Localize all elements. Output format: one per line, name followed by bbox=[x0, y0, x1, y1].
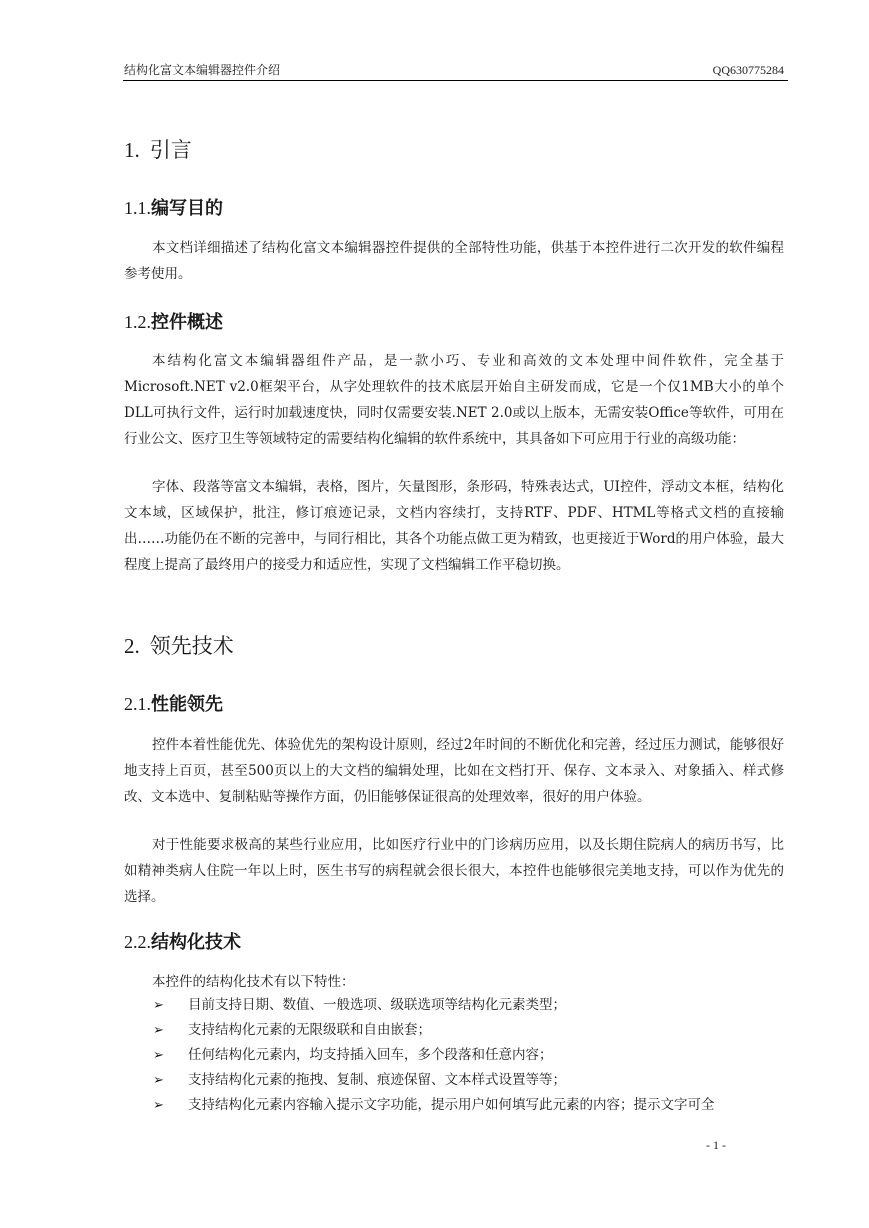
heading-number: 2.2. bbox=[124, 932, 151, 952]
heading-number: 2. bbox=[124, 634, 140, 658]
heading-text: 引言 bbox=[149, 138, 192, 162]
heading-number: 1. bbox=[124, 138, 140, 162]
heading-1-2 bbox=[124, 310, 223, 335]
heading-text: 结构化技术 bbox=[151, 932, 241, 953]
heading-2-2 bbox=[124, 930, 241, 955]
list-item: ➢ 支持结构化元素内容输入提示文字功能，提示用户如何填写此元素的内容；提示文字可全 bbox=[124, 1093, 784, 1118]
header-contact: QQ630775284 bbox=[712, 63, 784, 77]
heading-text: 领先技术 bbox=[149, 634, 234, 658]
arrow-bullet-icon: ➢ bbox=[153, 1073, 164, 1088]
page-number: - 1 - bbox=[706, 1138, 726, 1152]
header-title: 结构化富文本编辑器控件介绍 bbox=[124, 63, 281, 77]
heading-number: 1.2. bbox=[124, 312, 151, 332]
paragraph-structure-intro: 本控件的结构化技术有以下特性： bbox=[152, 974, 355, 990]
page-header bbox=[123, 62, 788, 81]
arrow-bullet-icon: ➢ bbox=[153, 998, 164, 1013]
paragraph-overview-1: 本结构化富文本编辑器组件产品，是一款小巧、专业和高效的文本处理中间件软件，完全基于Microsoft.NET v2.0框架平台，从字处理软件的技术底层开始自主研发而成，它是一个仅1MB大小的单个DLL可执行文件，运行时加载速度快，同时仅需要安装.NET 2.0或以上版本，无需安装Office等软件，可用在行业公文、医疗卫生等领域特定的需要结构化编辑的软件系统中，其具备如下可应用于行业的高级功能： bbox=[124, 353, 784, 447]
heading-2-tech bbox=[124, 633, 234, 659]
paragraph-performance-2: 对于性能要求极高的某些行业应用，比如医疗行业中的门诊病历应用，以及长期住院病人的病历书写，比如精神类病人住院一年以上时，医生书写的病程就会很长很大，本控件也能够很完美地支持，可以作为优先的选择。 bbox=[124, 837, 784, 905]
list-item: ➢ 任何结构化元素内，均支持插入回车，多个段落和任意内容； bbox=[124, 1043, 784, 1068]
paragraph-purpose: 本文档详细描述了结构化富文本编辑器控件提供的全部特性功能，供基于本控件进行二次开发的软件编程参考使用。 bbox=[124, 240, 784, 282]
heading-2-1 bbox=[124, 692, 223, 717]
heading-text: 控件概述 bbox=[151, 312, 223, 333]
list-item: ➢ 目前支持日期、数值、一般选项、级联选项等结构化元素类型； bbox=[124, 993, 784, 1018]
heading-number: 2.1. bbox=[124, 694, 151, 714]
heading-text: 性能领先 bbox=[151, 694, 223, 715]
list-item: ➢ 支持结构化元素的无限级联和自由嵌套； bbox=[124, 1018, 784, 1043]
arrow-bullet-icon: ➢ bbox=[153, 1048, 164, 1063]
feature-list bbox=[124, 993, 784, 1118]
heading-text: 编写目的 bbox=[151, 198, 223, 219]
heading-number: 1.1. bbox=[124, 198, 151, 218]
arrow-bullet-icon: ➢ bbox=[153, 1098, 164, 1113]
heading-1-intro bbox=[124, 137, 192, 163]
arrow-bullet-icon: ➢ bbox=[153, 1023, 164, 1038]
heading-1-1 bbox=[124, 196, 223, 221]
paragraph-performance-1: 控件本着性能优先、体验优先的架构设计原则，经过2年时间的不断优化和完善，经过压力测试，能够很好地支持上百页，甚至500页以上的大文档的编辑处理，比如在文档打开、保存、文本录入、对象插入、样式修改、文本选中、复制粘贴等操作方面，仍旧能够保证很高的处理效率，很好的用户体验。 bbox=[124, 737, 784, 805]
list-item: ➢ 支持结构化元素的拖拽、复制、痕迹保留、文本样式设置等等； bbox=[124, 1068, 784, 1093]
paragraph-overview-2: 字体、段落等富文本编辑，表格，图片，矢量图形，条形码，特殊表达式，UI控件，浮动文本框，结构化文本域，区域保护，批注，修订痕迹记录，文档内容续打，支持RTF、PDF、HTML等格式文档的直接输出……功能仍在不断的完善中，与同行相比，其各个功能点做工更为精致，也更接近于Word的用户体验，最大程度上提高了最终用户的接受力和适应性，实现了文档编辑工作平稳切换。 bbox=[124, 479, 784, 573]
